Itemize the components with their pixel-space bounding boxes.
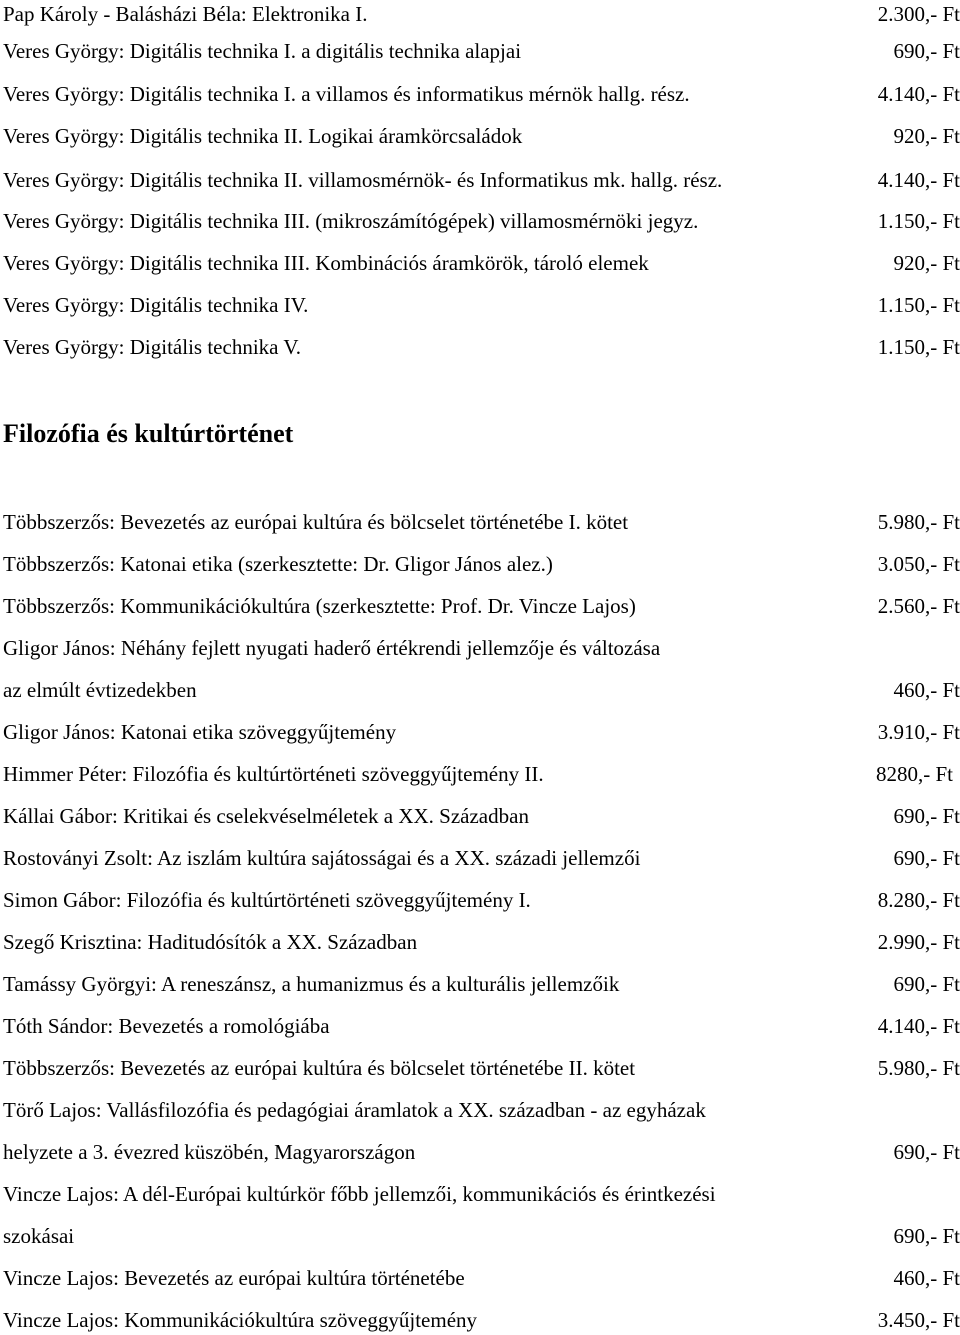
book-title: Veres György: Digitális technika IV. <box>3 293 309 317</box>
book-title: Gligor János: Katonai etika szöveggyűjtemény <box>3 720 397 744</box>
book-title: Simon Gábor: Filozófia és kultúrtörténeti szöveggyűjtemény I. <box>3 888 531 912</box>
book-price: 3.450,- Ft <box>877 1308 960 1332</box>
list-item <box>0 291 960 319</box>
book-title: Tóth Sándor: Bevezetés a romológiába <box>3 1014 330 1038</box>
book-title: Többszerzős: Bevezetés az európai kultúra és bölcselet történetébe II. kötet <box>3 1056 636 1080</box>
book-price: 690,- Ft <box>893 972 960 996</box>
list-item <box>0 1138 960 1166</box>
book-price: 1.150,- Ft <box>877 335 960 359</box>
book-title: Tamássy Györgyi: A reneszánsz, a humanizmus és a kulturális jellemzőik <box>3 972 620 996</box>
book-price: 4.140,- Ft <box>877 1014 960 1038</box>
book-title: Veres György: Digitális technika II. villamosmérnök- és Informatikus mk. hallg. rész. <box>3 168 723 192</box>
book-title: Többszerzős: Bevezetés az európai kultúra és bölcselet történetébe I. kötet <box>3 510 629 534</box>
book-title: Veres György: Digitális technika III. (mikroszámítógépek) villamosmérnöki jegyz. <box>3 209 699 233</box>
book-price: 460,- Ft <box>893 678 960 702</box>
book-title: Vincze Lajos: Bevezetés az európai kultúra történetébe <box>3 1266 465 1290</box>
list-item <box>0 1096 960 1124</box>
book-price: 1.150,- Ft <box>877 293 960 317</box>
book-price: 5.980,- Ft <box>877 1056 960 1080</box>
list-item <box>0 634 960 662</box>
book-title: Törő Lajos: Vallásfilozófia és pedagógiai áramlatok a XX. században - az egyházak <box>3 1098 706 1122</box>
list-item <box>0 508 960 536</box>
book-title: Veres György: Digitális technika I. a digitális technika alapjai <box>3 39 522 63</box>
book-price: 690,- Ft <box>893 1224 960 1248</box>
list-item <box>0 0 960 28</box>
book-title: az elmúlt évtizedekben <box>3 678 197 702</box>
book-price: 3.910,- Ft <box>877 720 960 744</box>
list-item <box>0 1222 960 1250</box>
book-price: 2.560,- Ft <box>877 594 960 618</box>
book-price: 5.980,- Ft <box>877 510 960 534</box>
book-price: 460,- Ft <box>893 1266 960 1290</box>
list-item <box>0 166 960 194</box>
book-price: 690,- Ft <box>893 846 960 870</box>
list-item <box>0 970 960 998</box>
book-price: 4.140,- Ft <box>877 168 960 192</box>
book-price: 920,- Ft <box>893 124 960 148</box>
book-price: 3.050,- Ft <box>877 552 960 576</box>
list-item <box>0 844 960 872</box>
list-item <box>0 207 960 235</box>
list-item <box>0 1054 960 1082</box>
list-item <box>0 802 960 830</box>
list-item <box>0 1306 960 1334</box>
book-title: Gligor János: Néhány fejlett nyugati haderő értékrendi jellemzője és változása <box>3 636 661 660</box>
book-title: helyzete a 3. évezred küszöbén, Magyarországon <box>3 1140 416 1164</box>
book-title: Veres György: Digitális technika II. Logikai áramkörcsaládok <box>3 124 523 148</box>
book-price: 1.150,- Ft <box>877 209 960 233</box>
list-item <box>0 718 960 746</box>
book-title: Többszerzős: Katonai etika (szerkesztette: Dr. Gligor János alez.) <box>3 552 553 576</box>
book-title: Szegő Krisztina: Haditudósítók a XX. Században <box>3 930 418 954</box>
book-price: 920,- Ft <box>893 251 960 275</box>
book-title: szokásai <box>3 1224 75 1248</box>
book-title: Többszerzős: Kommunikációkultúra (szerkesztette: Prof. Dr. Vincze Lajos) <box>3 594 636 618</box>
book-title: Pap Károly - Balásházi Béla: Elektronika I. <box>3 2 368 26</box>
book-price: 2.990,- Ft <box>877 930 960 954</box>
book-title: Himmer Péter: Filozófia és kultúrtörténeti szöveggyűjtemény II. <box>3 762 544 786</box>
list-item <box>0 760 960 788</box>
book-price: 8.280,- Ft <box>877 888 960 912</box>
book-price: 8280,- Ft <box>875 762 953 786</box>
list-item <box>0 333 960 361</box>
list-item <box>0 928 960 956</box>
book-price: 690,- Ft <box>893 39 960 63</box>
book-price: 690,- Ft <box>893 1140 960 1164</box>
list-item <box>0 1012 960 1040</box>
book-price: 4.140,- Ft <box>877 82 960 106</box>
book-title: Veres György: Digitális technika I. a villamos és informatikus mérnök hallg. rész. <box>3 82 690 106</box>
list-item <box>0 676 960 704</box>
list-item <box>0 1264 960 1292</box>
list-item <box>0 80 960 108</box>
book-title: Kállai Gábor: Kritikai és cselekvéselméletek a XX. Században <box>3 804 529 828</box>
book-price: 690,- Ft <box>893 804 960 828</box>
list-item <box>0 1180 960 1208</box>
book-title: Veres György: Digitális technika V. <box>3 335 302 359</box>
list-item <box>0 886 960 914</box>
list-item <box>0 550 960 578</box>
list-item <box>0 249 960 277</box>
book-price: 2.300,- Ft <box>877 2 960 26</box>
section-heading: Filozófia és kultúrtörténet <box>3 419 294 448</box>
book-title: Vincze Lajos: A dél-Európai kultúrkör főbb jellemzői, kommunikációs és érintkezési <box>3 1182 716 1206</box>
book-title: Vincze Lajos: Kommunikációkultúra szöveggyűjtemény <box>3 1308 478 1332</box>
list-item <box>0 122 960 150</box>
list-item <box>0 37 960 65</box>
book-title: Rostoványi Zsolt: Az iszlám kultúra sajátosságai és a XX. századi jellemzői <box>3 846 641 870</box>
list-item <box>0 592 960 620</box>
book-title: Veres György: Digitális technika III. Kombinációs áramkörök, tároló elemek <box>3 251 649 275</box>
